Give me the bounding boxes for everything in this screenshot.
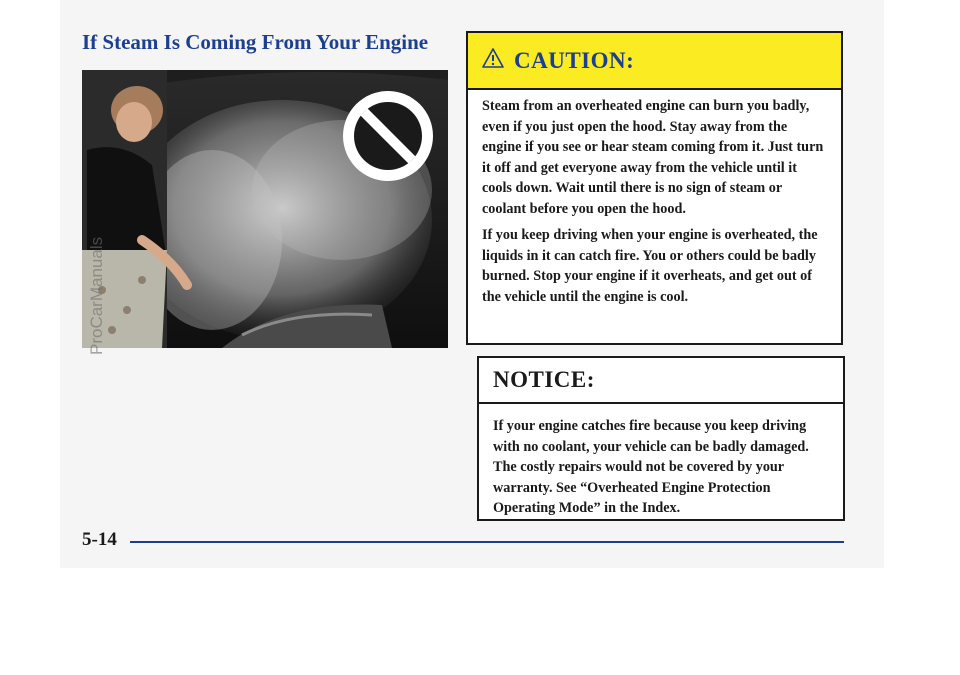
caution-paragraph: If you keep driving when your engine is overheated, the liquids in it can catch fire. You or others could be badly burned. Stop your engine if it overheats, and get out of the vehicle until the engine is cool. (482, 227, 818, 305)
notice-body (479, 404, 843, 519)
notice-header (479, 358, 843, 404)
watermark-text: ProCarManuals (87, 236, 106, 355)
caution-paragraph: Steam from an overheated engine can burn you badly, even if you just open the hood. Stay away from the engine if you see or hear steam coming from it. Just turn it off and get everyone away from the vehicle until it cools down. Wait until there is no sign of steam or coolant before you open the hood. (482, 98, 824, 217)
warning-triangle-icon (482, 48, 504, 73)
page-heading: If Steam Is Coming From Your Engine (82, 30, 429, 54)
no-symbol-icon (343, 91, 433, 181)
notice-title: NOTICE: (493, 367, 595, 392)
footer-rule (130, 541, 844, 543)
caution-title: CAUTION: (514, 47, 635, 73)
notice-paragraph: If your engine catches fire because you keep driving with no coolant, your vehicle can be badly damaged. The costly repairs would not be covered by your warranty. See “Overheated Engine Protection Operating Mode” in the Index. (493, 418, 809, 516)
caution-box (466, 31, 843, 345)
caution-banner (468, 33, 841, 90)
steam-engine-photo (82, 70, 448, 348)
page-number: 5-14 (82, 529, 117, 550)
caution-body (468, 90, 841, 307)
notice-box (477, 356, 845, 521)
